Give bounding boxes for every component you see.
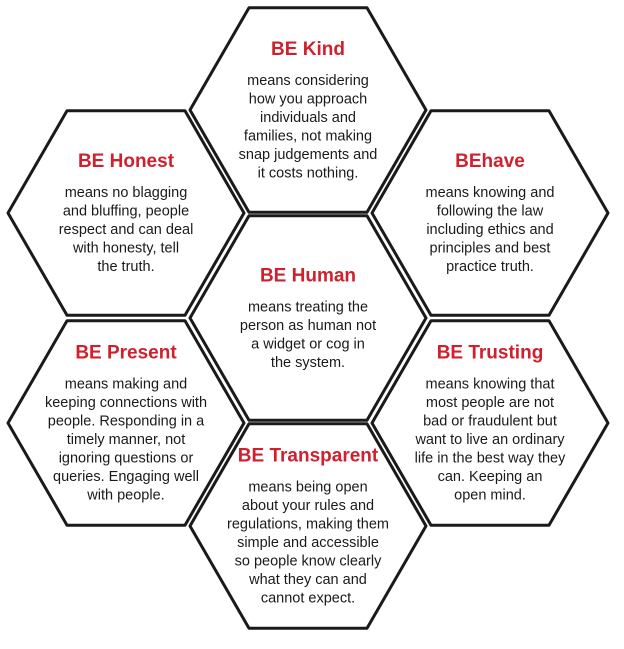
hexagon-transparent-line: means being open [248,479,368,496]
hexagon-human-line: means treating the [247,299,369,316]
hexagon-behave-line: including ethics and [426,222,554,238]
hexagon-present-line: keeping connections with [44,395,208,411]
hexagon-kind-line: how you approach [248,91,368,108]
hexagon-transparent-line: what they can and [249,572,367,588]
hexagon-present-line: ignoring questions or [58,450,194,467]
hexagon-honest-line: the truth. [97,259,155,275]
hexagon-behave-line: practice truth. [446,259,534,275]
hexagon-trusting-line: bad or fraudulent but [423,413,557,430]
hexagon-behave-title: BEhave [455,151,525,172]
hexagon-human-line: a widget or cog in [251,336,365,353]
hexagon-present-title: BE Present [75,342,177,364]
hexagon-kind-line: families, not making [243,128,373,145]
hexagon-kind-title: BE Kind [271,38,345,60]
hexagon-present-line: queries. Engaging well [53,469,199,485]
hexagon-present-line: with people. [87,487,165,504]
hexagon-present-line: people. Responding in a [47,413,205,430]
hexagon-trusting-line: life in the best way they [414,450,566,467]
hexagon-kind-line: it costs nothing. [257,165,359,182]
hexagon-trusting-line: most people are not [425,395,555,411]
hexagon-trusting-line: means knowing that [425,376,555,393]
hexagon-honest-line: and bluffing, people [62,203,190,220]
hexagon-kind-line: snap judgements and [238,146,378,163]
hexagon-behave-line: following the law [436,203,544,220]
hexagon-human-title: BE Human [259,265,357,287]
hexagon-human-line: person as human not [239,317,377,334]
hexagon-transparent-line: cannot expect. [260,590,356,607]
hexagon-transparent-line: so people know clearly [234,553,382,570]
hexagon-transparent-line: regulations, making them [227,516,389,533]
hexagon-human-line: the system. [270,354,346,371]
hexagon-honest-line: means no blagging [64,185,188,201]
hexagon-behave-line: means knowing and [425,185,555,201]
hexagon-trusting-line: open mind. [454,487,526,504]
hexagon-transparent-line: about your rules and [241,498,375,514]
hexagon-transparent-line: simple and accessible [237,535,379,551]
hexagon-present-line: timely manner, not [66,432,186,448]
hexagon-honest-title: BE Honest [77,151,175,172]
hexagon-behave-line: principles and best [429,240,551,257]
hexagon-trusting-line: want to live an ordinary [415,432,565,448]
hexagon-trusting-title: BE Trusting [436,342,544,364]
hexagon-transparent-title: BE Transparent [237,445,379,467]
hexagon-honest-line: respect and can deal [58,222,194,238]
hexagon-kind-line: individuals and [260,109,356,126]
hexagon-present-line: means making and [64,376,188,393]
hexagon-kind-line: means considering [247,72,369,89]
hexagon-trusting-line: can. Keeping an [437,469,543,485]
hexagon-honest-line: with honesty, tell [72,240,180,257]
